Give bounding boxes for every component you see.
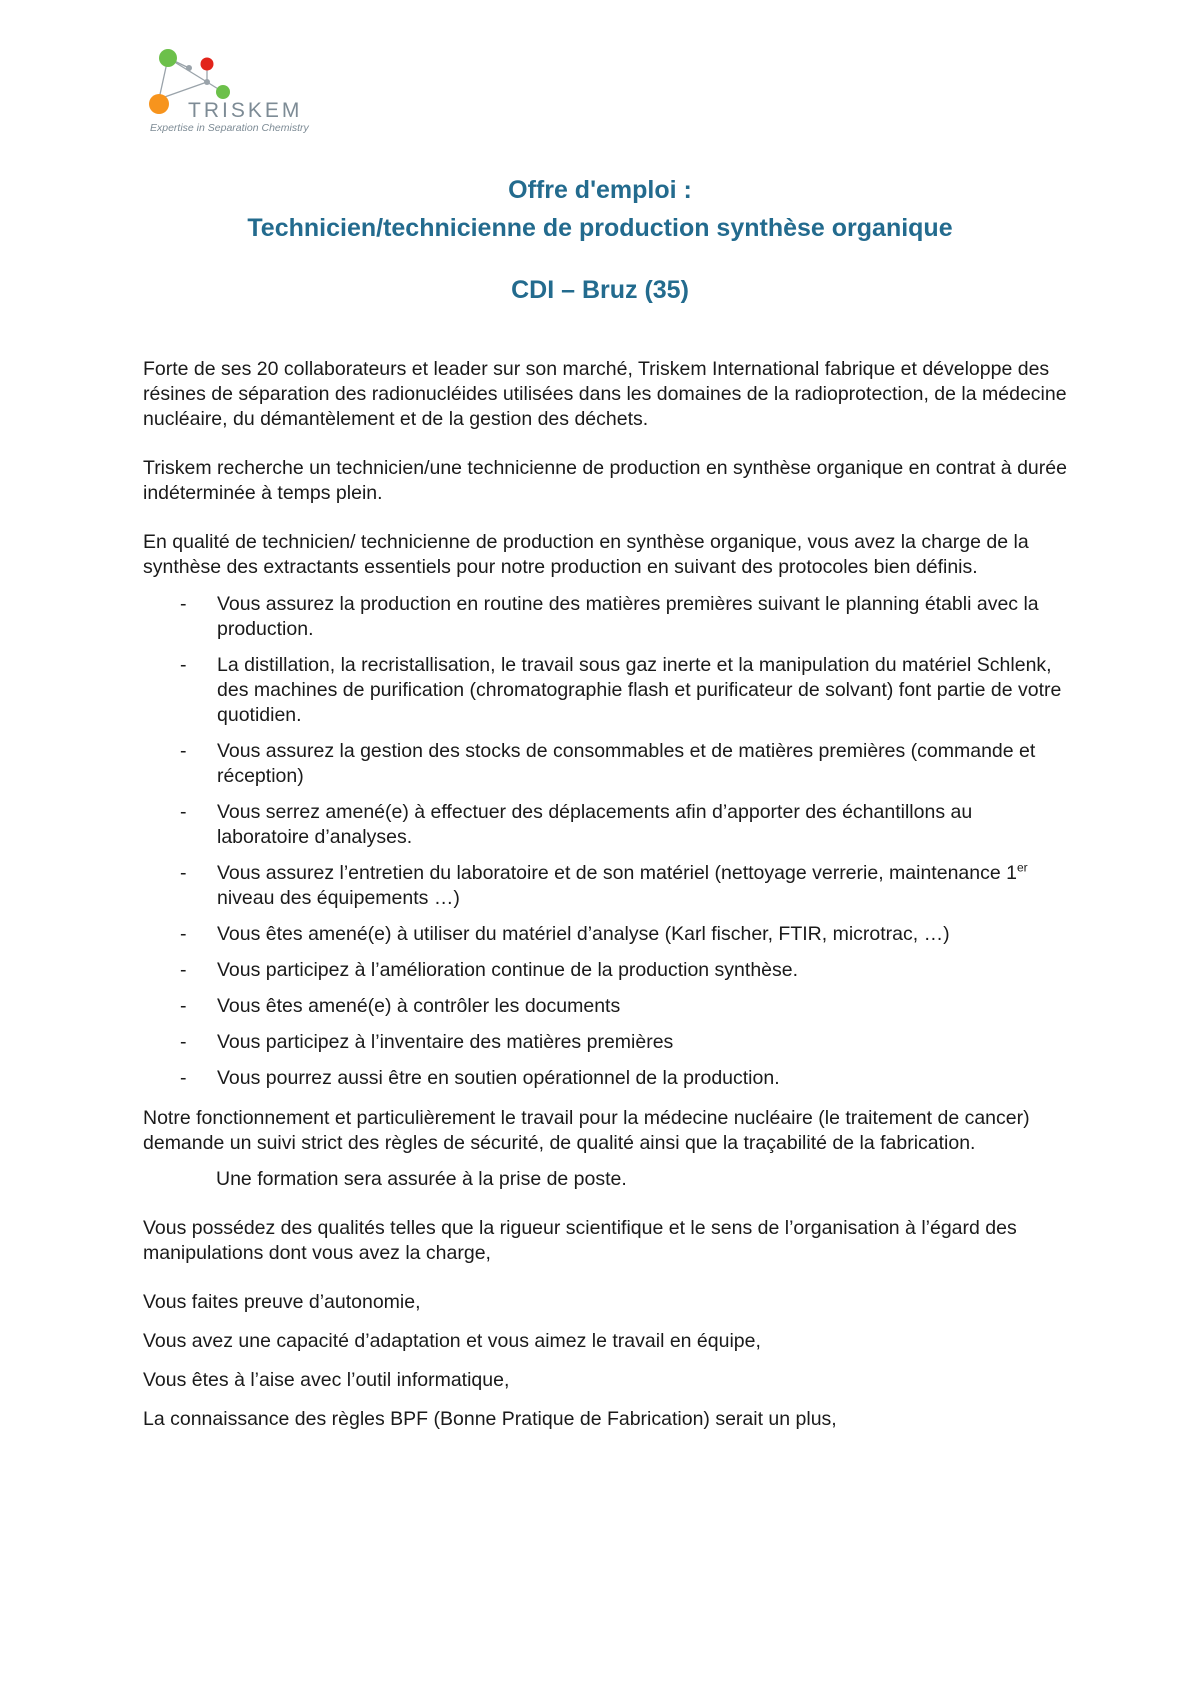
page-title: Offre d'emploi : xyxy=(508,176,692,204)
list-item: - La distillation, la recristallisation, le travail sous gaz inerte et la manipulation du matériel Schlenk, des machines de purification (chromatographie flash et purificateur de solvant) font partie de votre quotidien. xyxy=(180,654,1062,726)
logo-wordmark: TRISKEM xyxy=(188,99,303,122)
role-paragraph: En qualité de technicien/ technicienne de production en synthèse organique, vous avez la charge de la synthèse des extractants essentiels pour notre production en suivant des protocoles bien définis. xyxy=(143,531,1029,578)
profile-line: La connaissance des règles BPF (Bonne Pratique de Fabrication) serait un plus, xyxy=(143,1408,837,1430)
contract-location: CDI – Bruz (35) xyxy=(511,276,689,304)
profile-line: Vous êtes à l’aise avec l’outil informatique, xyxy=(143,1369,510,1391)
bullet-marker: - xyxy=(180,801,187,823)
bullet-marker: - xyxy=(180,1031,187,1053)
training-paragraph: Une formation sera assurée à la prise de poste. xyxy=(216,1168,627,1190)
list-item: - Vous serrez amené(e) à effectuer des déplacements afin d’apporter des échantillons au laboratoire d’analyses. xyxy=(180,801,973,848)
bullet-marker: - xyxy=(180,740,187,762)
qualities-paragraph: Vous possédez des qualités telles que la rigueur scientifique et le sens de l’organisation à l’égard des manipulations dont vous avez la charge, xyxy=(143,1217,1017,1264)
bullet-marker: - xyxy=(180,959,187,981)
list-item: - Vous pourrez aussi être en soutien opérationnel de la production. xyxy=(180,1067,780,1089)
security-paragraph: Notre fonctionnement et particulièrement le travail pour la médecine nucléaire (le traitement de cancer) demande un suivi strict des règles de sécurité, de qualité ainsi que la traçabilité de la fabrication. xyxy=(143,1107,1030,1154)
intro-paragraph: Forte de ses 20 collaborateurs et leader sur son marché, Triskem International fabrique et développe des résines de séparation des radionucléides utilisées dans les domaines de la radioprotection, de la médecine nucléaire, du démantèlement et de la gestion des déchets. xyxy=(143,358,1067,430)
bullet-marker: - xyxy=(180,862,187,884)
list-item: - Vous êtes amené(e) à contrôler les documents xyxy=(180,995,621,1017)
bullet-marker: - xyxy=(180,995,187,1017)
bullet-marker: - xyxy=(180,654,187,676)
bullet-marker: - xyxy=(180,923,187,945)
logo-tagline: Expertise in Separation Chemistry xyxy=(150,122,309,134)
job-title: Technicien/technicienne de production synthèse organique xyxy=(247,214,953,242)
job-description xyxy=(143,357,1068,1446)
list-item: - Vous participez à l’inventaire des matières premières xyxy=(180,1031,674,1053)
bullet-marker: - xyxy=(180,1067,187,1089)
list-item: - Vous participez à l’amélioration continue de la production synthèse. xyxy=(180,959,799,981)
duties-list xyxy=(143,592,1068,1091)
list-item: - Vous assurez la production en routine des matières premières suivant le planning établi avec la production. xyxy=(180,593,1039,640)
search-paragraph: Triskem recherche un technicien/une technicienne de production en synthèse organique en contrat à durée indéterminée à temps plein. xyxy=(143,457,1067,504)
list-item: - Vous êtes amené(e) à utiliser du matériel d’analyse (Karl fischer, FTIR, microtrac, …) xyxy=(180,923,950,945)
list-item: - Vous assurez l’entretien du laboratoire et de son matériel (nettoyage verrerie, maintenance 1er niveau des équipements …) xyxy=(180,860,1028,909)
profile-line: Vous avez une capacité d’adaptation et vous aimez le travail en équipe, xyxy=(143,1330,761,1352)
list-item: - Vous assurez la gestion des stocks de consommables et de matières premières (commande et réception) xyxy=(180,740,1036,787)
bullet-marker: - xyxy=(180,593,187,615)
profile-line: Vous faites preuve d’autonomie, xyxy=(143,1291,421,1313)
triskem-logo xyxy=(148,44,348,134)
